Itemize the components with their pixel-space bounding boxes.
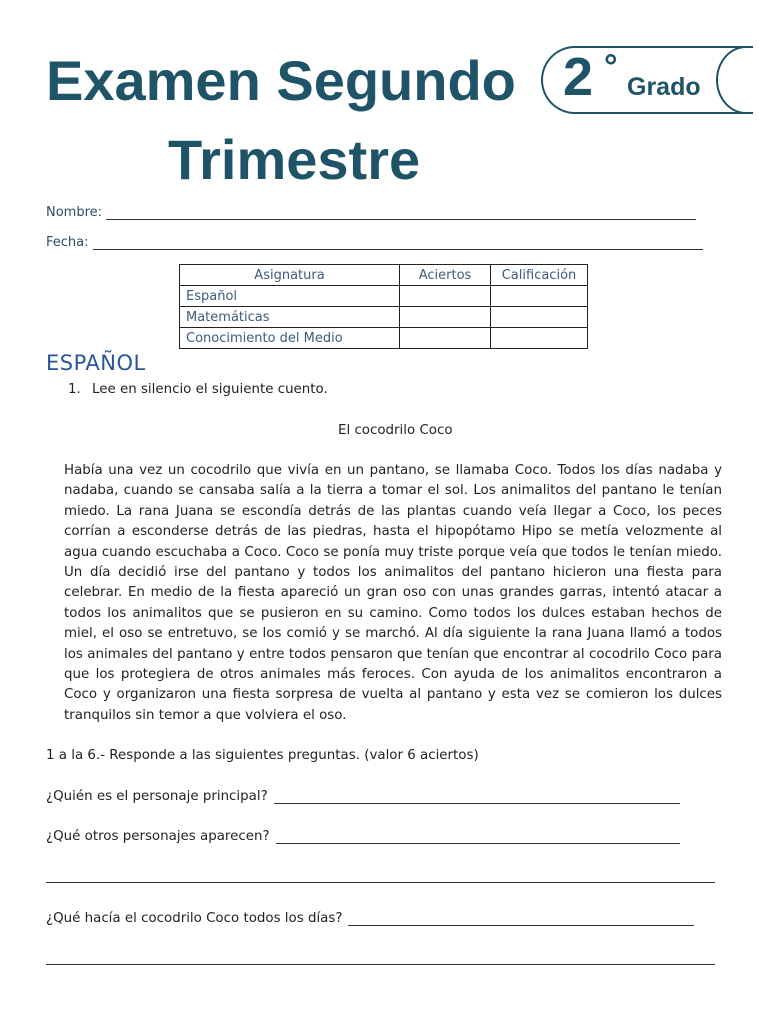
hits-cell [400, 286, 491, 307]
grades-table [179, 264, 588, 349]
question-3-text: ¿Qué hacía el cocodrilo Coco todos los días? [46, 911, 343, 926]
story-text: Había una vez un cocodrilo que vivía en un pantano, se llamaba Coco. Todos los días nadaba y nadaba, cuando se cansaba salía a la tierra a tomar el sol. Los animalitos del pantano le tenían miedo. La rana Juana se escondía detrás de las plantas cuando veía llegar a Coco, los peces corrían a esconderse detrás de las piedras, hasta el hipopótamo Hipo se metía velozmente al agua cuando escuchaba a Coco. Coco se ponía muy triste porque veía que todos le tenían miedo. Un día decidió irse del pantano y todos los animalitos del pantano hicieron una fiesta para celebrar. En medio de la fiesta apareció un gran oso con unas grandes garras, intentó atacar a todos los animalitos que se pusieron en su camino. Como todos los dulces estaban hechos de miel, el oso se entretuvo, se los comió y se marchó. Al día siguiente la rana Juana llamó a todos los animales del pantano y entre todos pensaron que tenían que encontrar al cocodrilo Coco para que los protegiera de otros animales más feroces. Con ayuda de los animalitos encontraron a Coco y organizaron una fiesta sorpresa de vuelta al pantano y esta vez se comieron los dulces tranquilos sin temor a que volviera el oso. [64, 463, 722, 723]
instruction-number: 1. [68, 382, 81, 397]
grade-degree: ° [604, 48, 618, 86]
grade-number: 2 [563, 47, 594, 107]
exam-title-line2: Trimestre [168, 128, 421, 191]
questions-intro: 1 a la 6.- Responde a las siguientes preguntas. (valor 6 aciertos) [46, 748, 479, 763]
subject-cell: Conocimiento del Medio [180, 328, 400, 349]
date-label: Fecha: [46, 235, 89, 250]
subject-cell: Español [180, 286, 400, 307]
instruction-text: Lee en silencio el siguiente cuento. [92, 382, 328, 397]
exam-title-line1: Examen Segundo [46, 49, 516, 112]
answer-line-3b[interactable] [46, 964, 715, 965]
answer-line-2b[interactable] [46, 882, 715, 883]
question-1-text: ¿Quién es el personaje principal? [46, 789, 268, 804]
question-2-text: ¿Qué otros personajes aparecen? [46, 829, 270, 844]
grade-cell [491, 328, 588, 349]
answer-line-1[interactable] [274, 793, 680, 804]
subject-cell: Matemáticas [180, 307, 400, 328]
table-row [180, 328, 588, 349]
col-header-grade: Calificación [491, 265, 588, 286]
name-label: Nombre: [46, 205, 103, 220]
answer-line-3[interactable] [348, 915, 694, 926]
name-line[interactable] [106, 209, 696, 220]
grade-badge-curve [716, 46, 768, 114]
answer-line-2[interactable] [276, 833, 680, 844]
question-1 [46, 789, 680, 804]
question-2 [46, 829, 680, 844]
name-field [46, 205, 696, 220]
hits-cell [400, 328, 491, 349]
grades-header-row [180, 265, 588, 286]
date-field [46, 235, 703, 250]
question-3 [46, 911, 694, 926]
grade-cell [491, 307, 588, 328]
story-title: El cocodrilo Coco [338, 423, 453, 438]
grade-cell [491, 286, 588, 307]
col-header-hits: Aciertos [400, 265, 491, 286]
hits-cell [400, 307, 491, 328]
table-row [180, 286, 588, 307]
col-header-subject: Asignatura [180, 265, 400, 286]
section-title: ESPAÑOL [46, 351, 146, 375]
grade-word: Grado [627, 73, 701, 101]
table-row [180, 307, 588, 328]
date-line[interactable] [93, 239, 703, 250]
